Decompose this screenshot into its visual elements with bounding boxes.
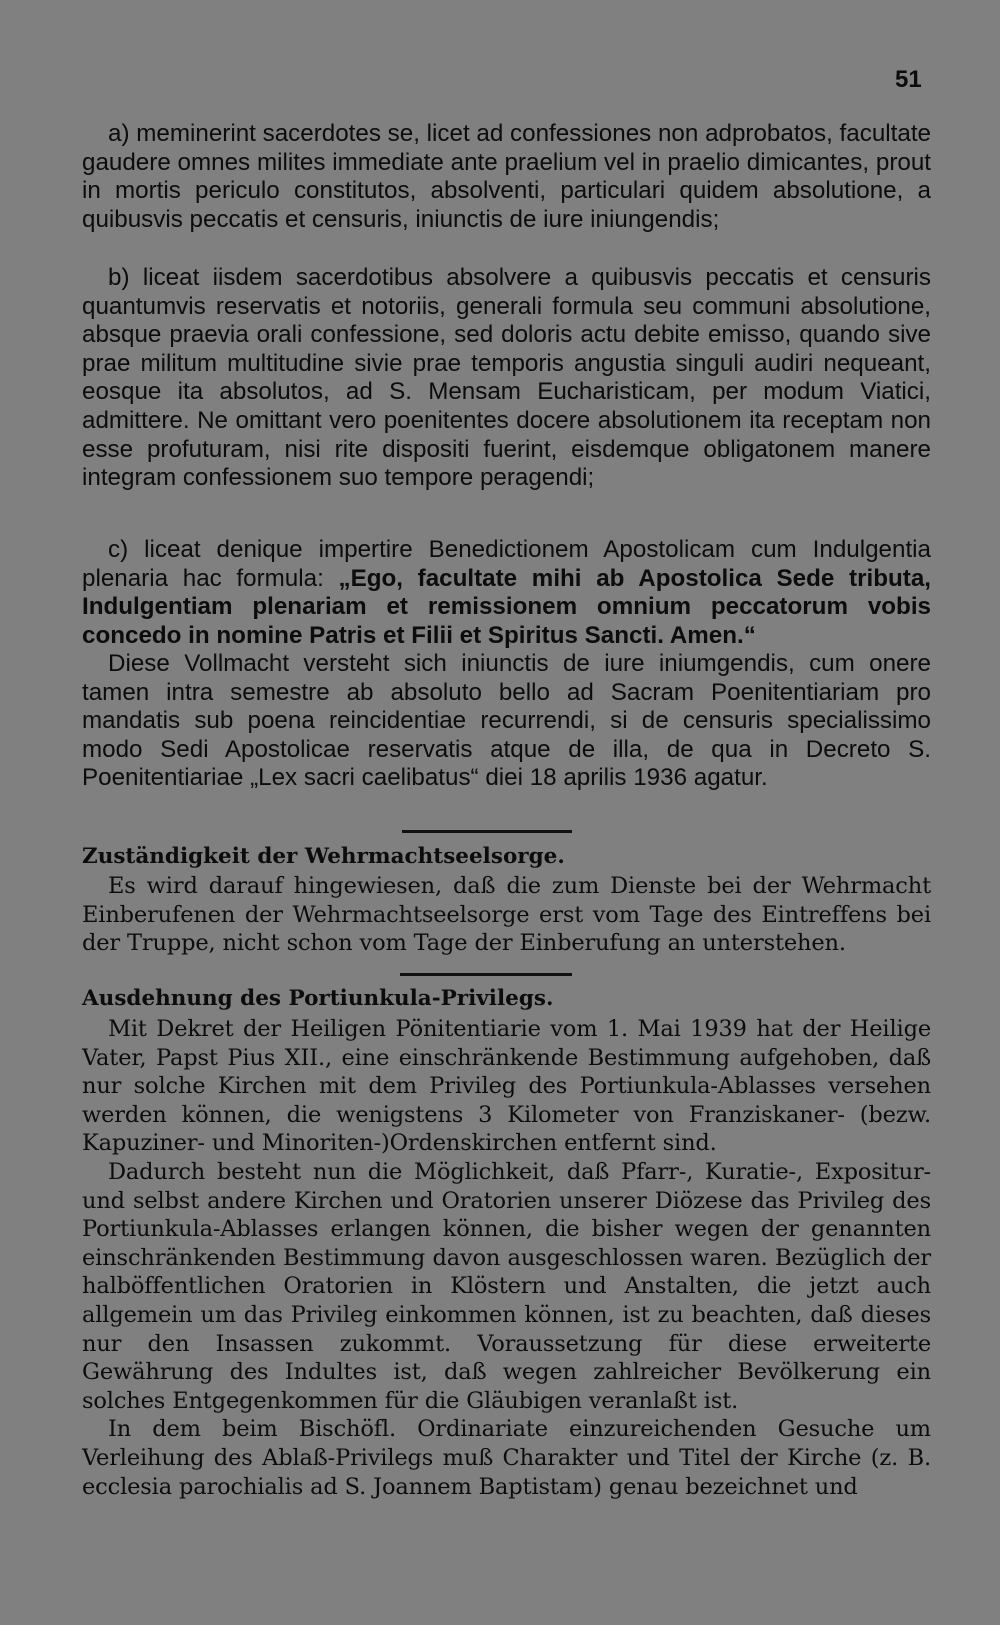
paragraph-c-text (82, 536, 931, 650)
portiunkula-paragraph-2: Dadurch besteht nun die Möglichkeit, daß Pfarr-, Kuratie-, Expositur- und selbst andere Kirchen und Oratorien unserer Diözese das Privileg des Portiunkula-Ablasses erlangen können, die bisher wegen der genannten einschränkenden Bestimmung davon ausgeschlossen waren. Bezüglich der halböffentlichen Oratorien in Klöstern und Anstalten, die jetzt auch allgemein um das Privileg einkommen können, ist zu beachten, daß dieses nur den Insassen zukommt. Voraussetzung für diese erweiterte Gewährung des Indultes ist, daß wegen zahlreicher Bevölkerung ein solches Entgegenkommen für die Gläubigen veranlaßt ist. (82, 1158, 931, 1414)
heading-portiunkula: Ausdehnung des Portiunkula-Privilegs. (82, 986, 554, 1011)
zustaendigkeit-text: Es wird darauf hingewiesen, daß die zum Dienste bei der Wehrmacht Einberufenen der Wehrmachtseelsorge erst vom Tage des Eintreffens bei der Truppe, nicht schon vom Tage der Einberufung an unterstehen. (82, 873, 931, 957)
faculty-note (82, 650, 931, 793)
heading-zustaendigkeit: Zuständigkeit der Wehrmachtseelsorge. (82, 844, 565, 869)
portiunkula-paragraph-1: Mit Dekret der Heiligen Pönitentiarie vom 1. Mai 1939 hat der Heilige Vater, Papst Pius XII., eine einschränkende Bestimmung aufgehoben, daß nur solche Kirchen mit dem Privileg des Portiunkula-Ablasses versehen werden können, die wenigstens 3 Kilometer von Franziskaner- (bezw. Kapuziner- und Minoriten-)Ordenskirchen entfernt sind. (82, 1016, 931, 1157)
paragraph-b-text: b) liceat iisdem sacerdotibus absolvere a quibusvis peccatis et censuris quantumvis reservatis et notoriis, generali formula seu communi absolutione, absque praevia orali confessione, sed doloris actu debite emisso, quando sive prae militum multitudine sivie prae temporis angustia singuli audiri nequeant, eosque ita absolutos, ad S. Mensam Eucharisticam, per modum Viatici, admittere. Ne omittant vero poenitentes docere absolutionem ita receptam non esse profuturam, nisi rite dispositi fuerint, eisdemque obligatonem manere integram confessionem suo tempore peragendi; (82, 264, 931, 492)
paragraph-c-intro: c) liceat denique impertire Benedictionem Apostolicam cum Indulgentia plenaria hac formula: (82, 536, 931, 592)
section-divider-1 (402, 830, 572, 833)
section-zustaendigkeit (82, 872, 931, 958)
portiunkula-paragraph-3: In dem beim Bischöfl. Ordinariate einzureichenden Gesuche um Verleihung des Ablaß-Privilegs muß Charakter und Titel der Kirche (z. B. ecclesia parochialis ad S. Joannem Baptistam) genau bezeichnet und (82, 1416, 931, 1500)
paragraph-a (82, 120, 931, 234)
blessing-formula: „Ego, facultate mihi ab Apostolica Sede tributa, Indulgentiam plenariam et remissionem omnium peccatorum vobis concedo in nomine Patris et Filii et Spiritus Sancti. Amen.“ (82, 564, 932, 649)
section-portiunkula (82, 1015, 931, 1501)
section-divider-2 (400, 973, 572, 976)
paragraph-b (82, 264, 931, 493)
paragraph-a-text: a) meminerint sacerdotes se, licet ad confessiones non adprobatos, facultate gaudere omnes milites immediate ante praelium vel in praelio dimicantes, prout in mortis periculo constitutos, absolventi, particulari quidem absolutione, a quibusvis peccatis et censuris, iniunctis de iure iniungendis; (82, 120, 931, 233)
page-number: 51 (895, 66, 922, 93)
paragraph-c (82, 536, 931, 650)
faculty-note-text: Diese Vollmacht versteht sich iniunctis de iure iniumgendis, cum onere tamen intra semestre ab absoluto bello ad Sacram Poenitentiariam pro mandatis sub poena reincidentiae recurrendi, si de censuris specialissimo modo Sedi Apostolicae reservatis atque de illa, de qua in Decreto S. Poenitentiariae „Lex sacri caelibatus“ diei 18 aprilis 1936 agatur. (82, 650, 931, 792)
